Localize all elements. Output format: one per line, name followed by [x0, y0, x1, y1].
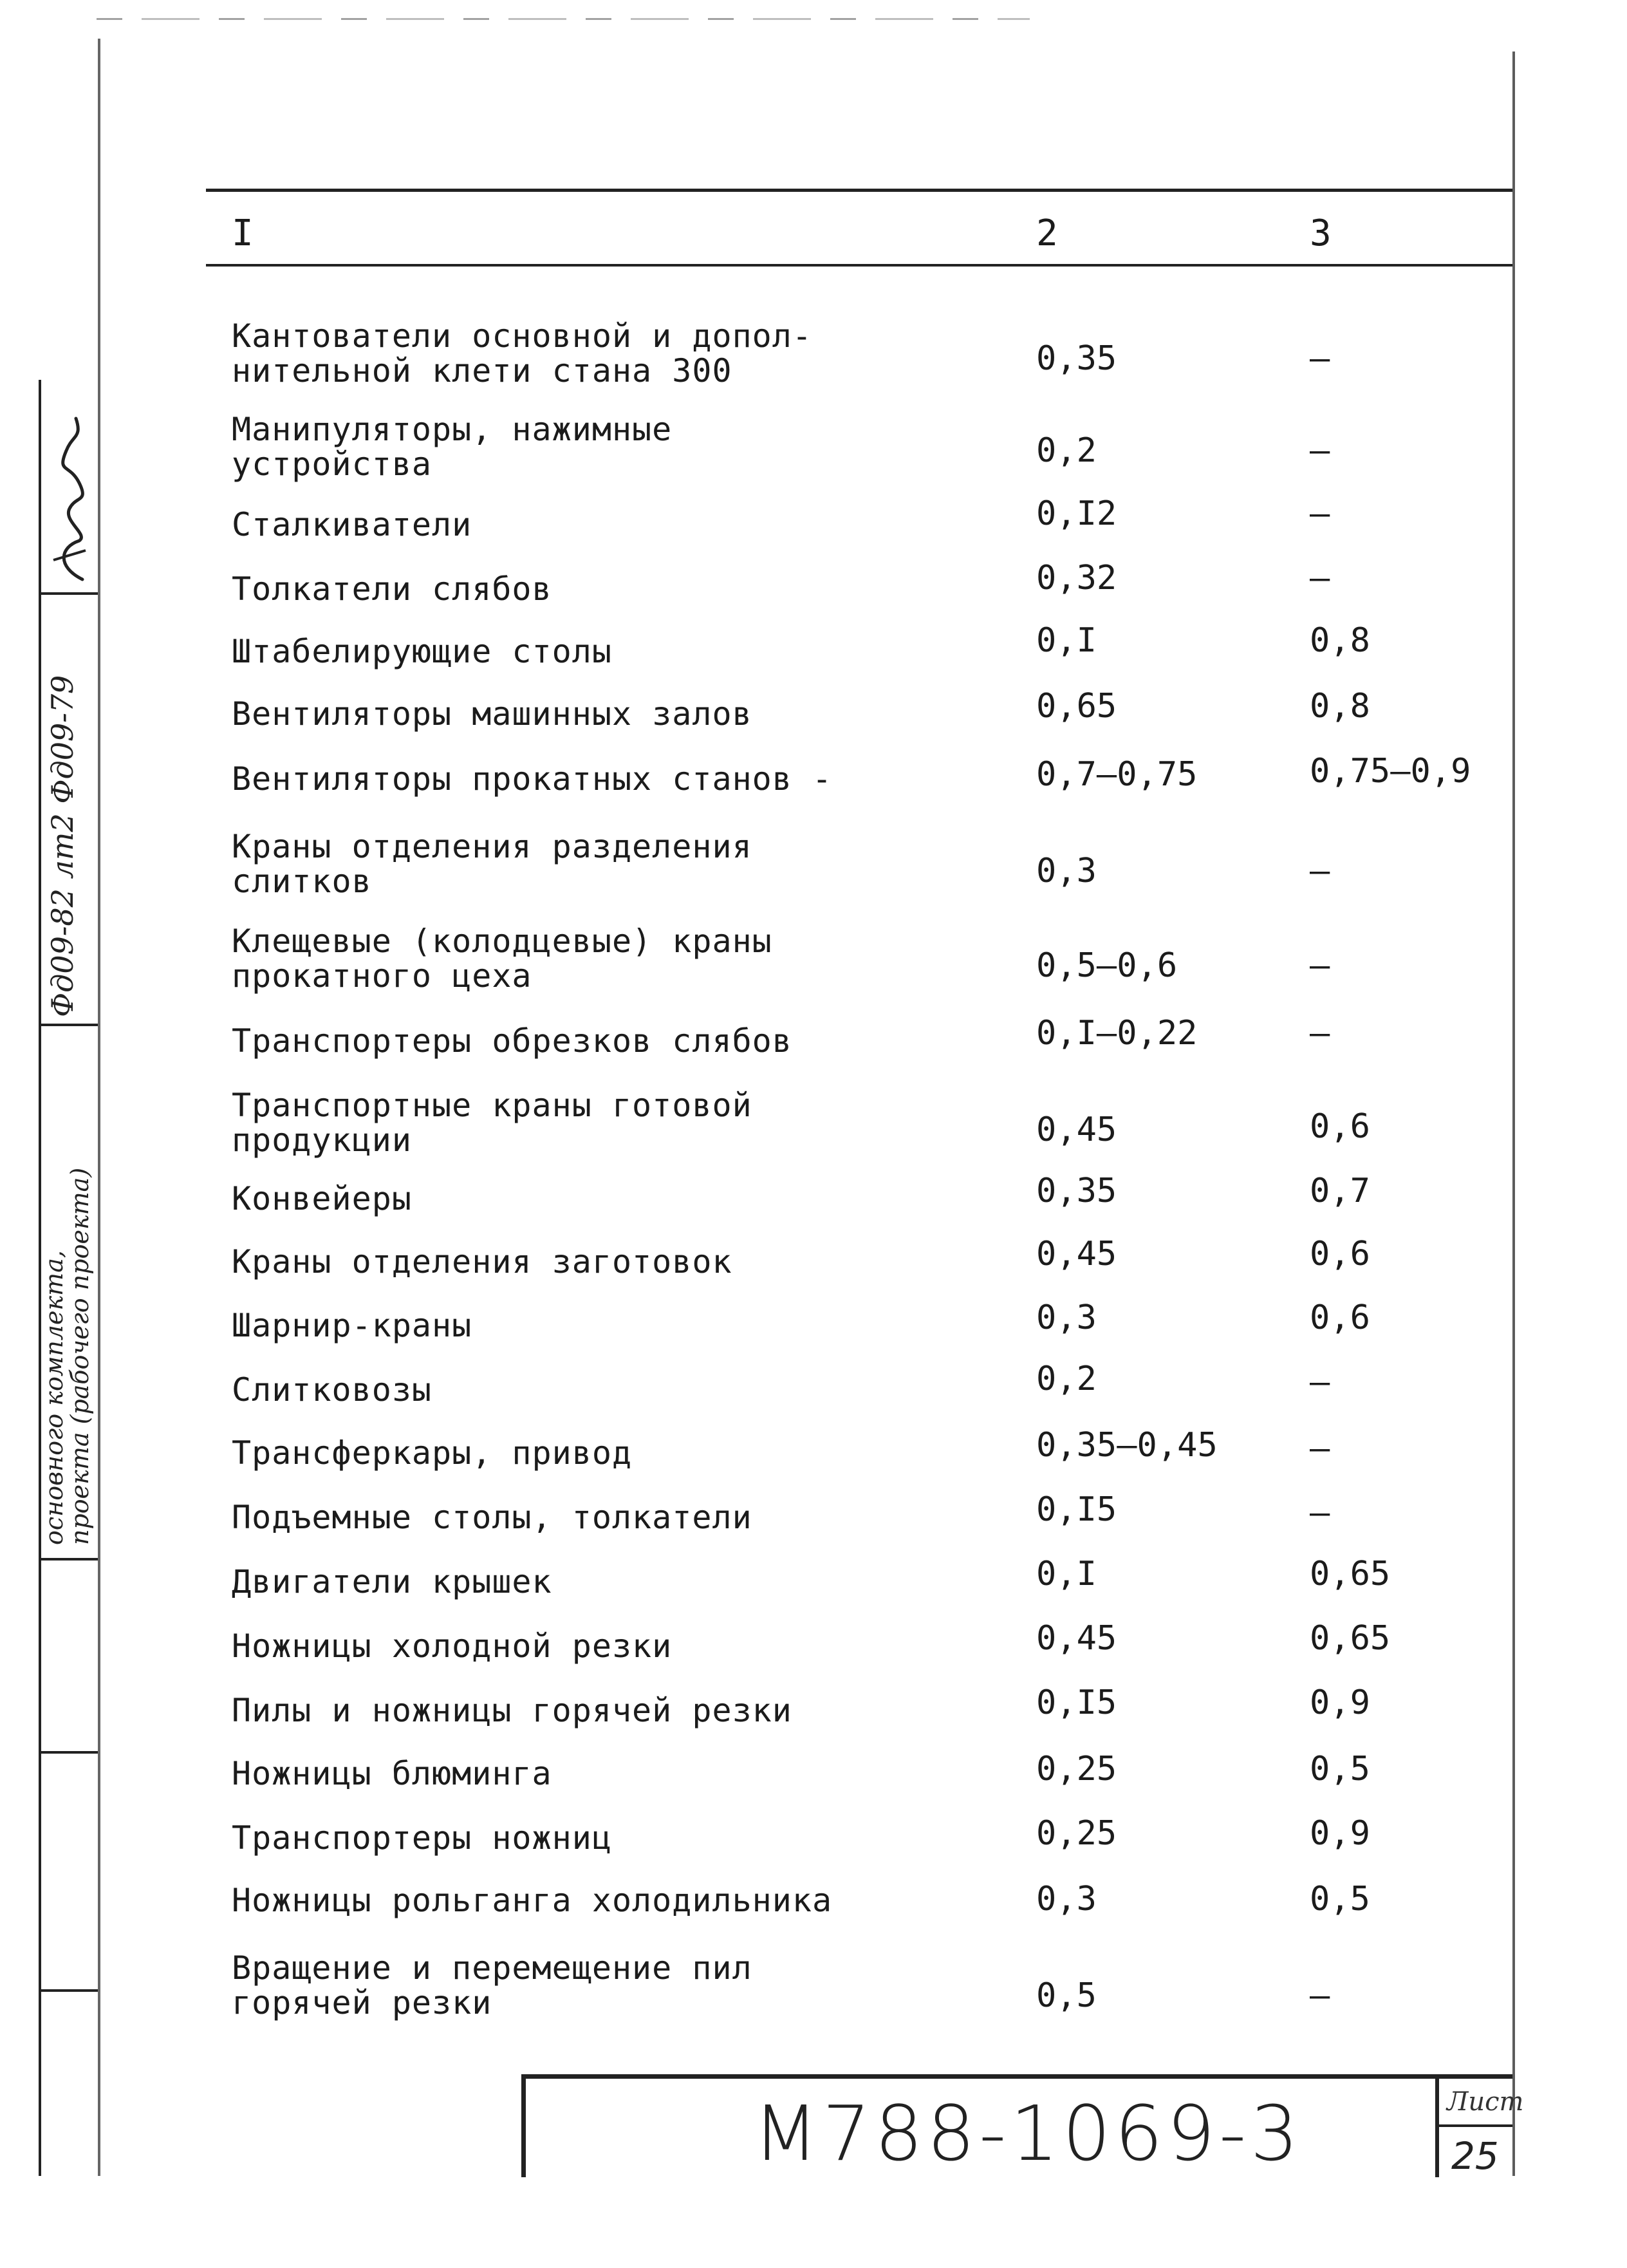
row-name: Шарнир-краны	[232, 1307, 472, 1344]
row-coef-2: 0,I2	[1036, 494, 1117, 533]
row-coef-3: –	[1310, 1976, 1330, 2015]
row-coef-3: –	[1310, 852, 1330, 890]
row-coef-3: –	[1310, 494, 1330, 533]
stamp-separator	[39, 592, 98, 595]
stamp-doc-numbers: Фд09-82 лт2 Фд09-79	[45, 675, 80, 1017]
row-coef-3: 0,5	[1310, 1750, 1370, 1788]
stamp-separator	[39, 1989, 98, 1992]
row-coef-3: 0,6	[1310, 1107, 1370, 1146]
row-coef-2: 0,I5	[1036, 1490, 1117, 1529]
row-name: Подъемные столы, толкатели	[232, 1499, 752, 1536]
row-coef-3: –	[1310, 1429, 1330, 1468]
title-block-left-rule	[521, 2074, 526, 2177]
row-coef-3: –	[1310, 431, 1330, 470]
row-name: Транспортеры ножниц	[232, 1819, 612, 1857]
row-coef-2: 0,3	[1036, 852, 1097, 890]
table-header-rule	[206, 264, 1512, 267]
row-name: Ножницы блюминга	[232, 1755, 552, 1792]
row-name: Конвейеры	[232, 1180, 412, 1217]
row-coef-2: 0,35	[1036, 339, 1117, 378]
row-coef-2: 0,35	[1036, 1172, 1117, 1210]
signature-mark	[44, 412, 95, 586]
row-coef-3: –	[1310, 339, 1330, 378]
row-coef-3: –	[1310, 1014, 1330, 1053]
document-code: М788-1069-3	[753, 2089, 1303, 2178]
row-name: Ножницы рольганга холодильника	[232, 1882, 833, 1919]
row-coef-2: 0,I5	[1036, 1683, 1117, 1722]
row-coef-3: 0,65	[1310, 1619, 1391, 1658]
row-name: Транспортеры обрезков слябов	[232, 1022, 792, 1060]
row-coef-3: 0,7	[1310, 1172, 1370, 1210]
row-name: Трансферкары, привод	[232, 1434, 633, 1472]
row-name: Ножницы холодной резки	[232, 1627, 673, 1665]
row-name: Краны отделения заготовок	[232, 1243, 732, 1280]
row-coef-2: 0,25	[1036, 1814, 1117, 1853]
row-coef-3: 0,9	[1310, 1814, 1370, 1853]
header-col-2: 2	[1036, 212, 1058, 254]
top-scan-line	[97, 18, 1030, 20]
row-name: Толкатели слябов	[232, 570, 552, 608]
row-coef-2: 0,2	[1036, 1360, 1097, 1398]
title-block-sheet-split	[1439, 2124, 1512, 2127]
row-coef-2: 0,65	[1036, 687, 1117, 726]
row-coef-3: –	[1310, 1363, 1330, 1401]
row-coef-2: 0,I–0,22	[1036, 1014, 1198, 1053]
row-name: Слитковозы	[232, 1371, 432, 1409]
row-coef-3: 0,6	[1310, 1298, 1370, 1337]
stamp-separator	[39, 1024, 98, 1026]
row-name: Кантователи основной и допол- нительной клети стана 300	[232, 317, 812, 389]
row-coef-2: 0,25	[1036, 1750, 1117, 1788]
right-frame-line	[1512, 52, 1515, 2176]
row-name: Сталкиватели	[232, 506, 472, 543]
row-name: Вентиляторы прокатных станов -	[232, 760, 833, 798]
row-name: Манипуляторы, нажимные устройства	[232, 411, 673, 483]
row-coef-2: 0,5–0,6	[1036, 946, 1178, 985]
row-coef-3: 0,6	[1310, 1235, 1370, 1273]
table-top-rule	[206, 189, 1512, 192]
row-coef-2: 0,3	[1036, 1880, 1097, 1918]
row-name: Краны отделения разделения слитков	[232, 828, 752, 900]
row-coef-2: 0,45	[1036, 1235, 1117, 1273]
row-coef-2: 0,35–0,45	[1036, 1426, 1218, 1465]
stamp-separator	[39, 1751, 98, 1754]
row-name: Двигатели крышек	[232, 1563, 552, 1600]
row-name: Вращение и перемещение пил горячей резки	[232, 1949, 752, 2021]
row-coef-2: 0,45	[1036, 1111, 1117, 1149]
sheet-label: Лист	[1447, 2087, 1524, 2117]
row-coef-2: 0,7–0,75	[1036, 755, 1198, 794]
row-coef-2: 0,I	[1036, 621, 1097, 660]
row-coef-3: 0,65	[1310, 1555, 1391, 1593]
row-name: Клещевые (колодцевые) краны прокатного цеха	[232, 923, 772, 995]
sheet-number: 25	[1451, 2134, 1499, 2178]
row-coef-2: 0,2	[1036, 431, 1097, 470]
row-coef-2: 0,3	[1036, 1298, 1097, 1337]
row-coef-2: 0,5	[1036, 1976, 1097, 2015]
row-coef-3: –	[1310, 946, 1330, 985]
row-name: Транспортные краны готовой продукции	[232, 1087, 752, 1159]
stamp-project-label: основного комплекта, проекта (рабочего проекта)	[40, 1167, 94, 1545]
row-coef-2: 0,I	[1036, 1555, 1097, 1593]
row-coef-3: 0,9	[1310, 1683, 1370, 1722]
row-coef-3: 0,8	[1310, 621, 1370, 660]
row-coef-3: –	[1310, 559, 1330, 597]
row-coef-3: 0,5	[1310, 1880, 1370, 1918]
row-coef-3: 0,75–0,9	[1310, 752, 1471, 791]
row-name: Пилы и ножницы горячей резки	[232, 1692, 792, 1729]
header-col-1: I	[232, 212, 254, 254]
row-coef-2: 0,45	[1036, 1619, 1117, 1658]
row-name: Штабелирующие столы	[232, 633, 612, 670]
title-block-top-rule	[521, 2074, 1512, 2079]
header-col-3: 3	[1310, 212, 1332, 254]
row-coef-2: 0,32	[1036, 559, 1117, 597]
stamp-separator	[39, 1558, 98, 1560]
row-name: Вентиляторы машинных залов	[232, 695, 752, 733]
row-coef-3: –	[1310, 1494, 1330, 1532]
row-coef-3: 0,8	[1310, 687, 1370, 726]
